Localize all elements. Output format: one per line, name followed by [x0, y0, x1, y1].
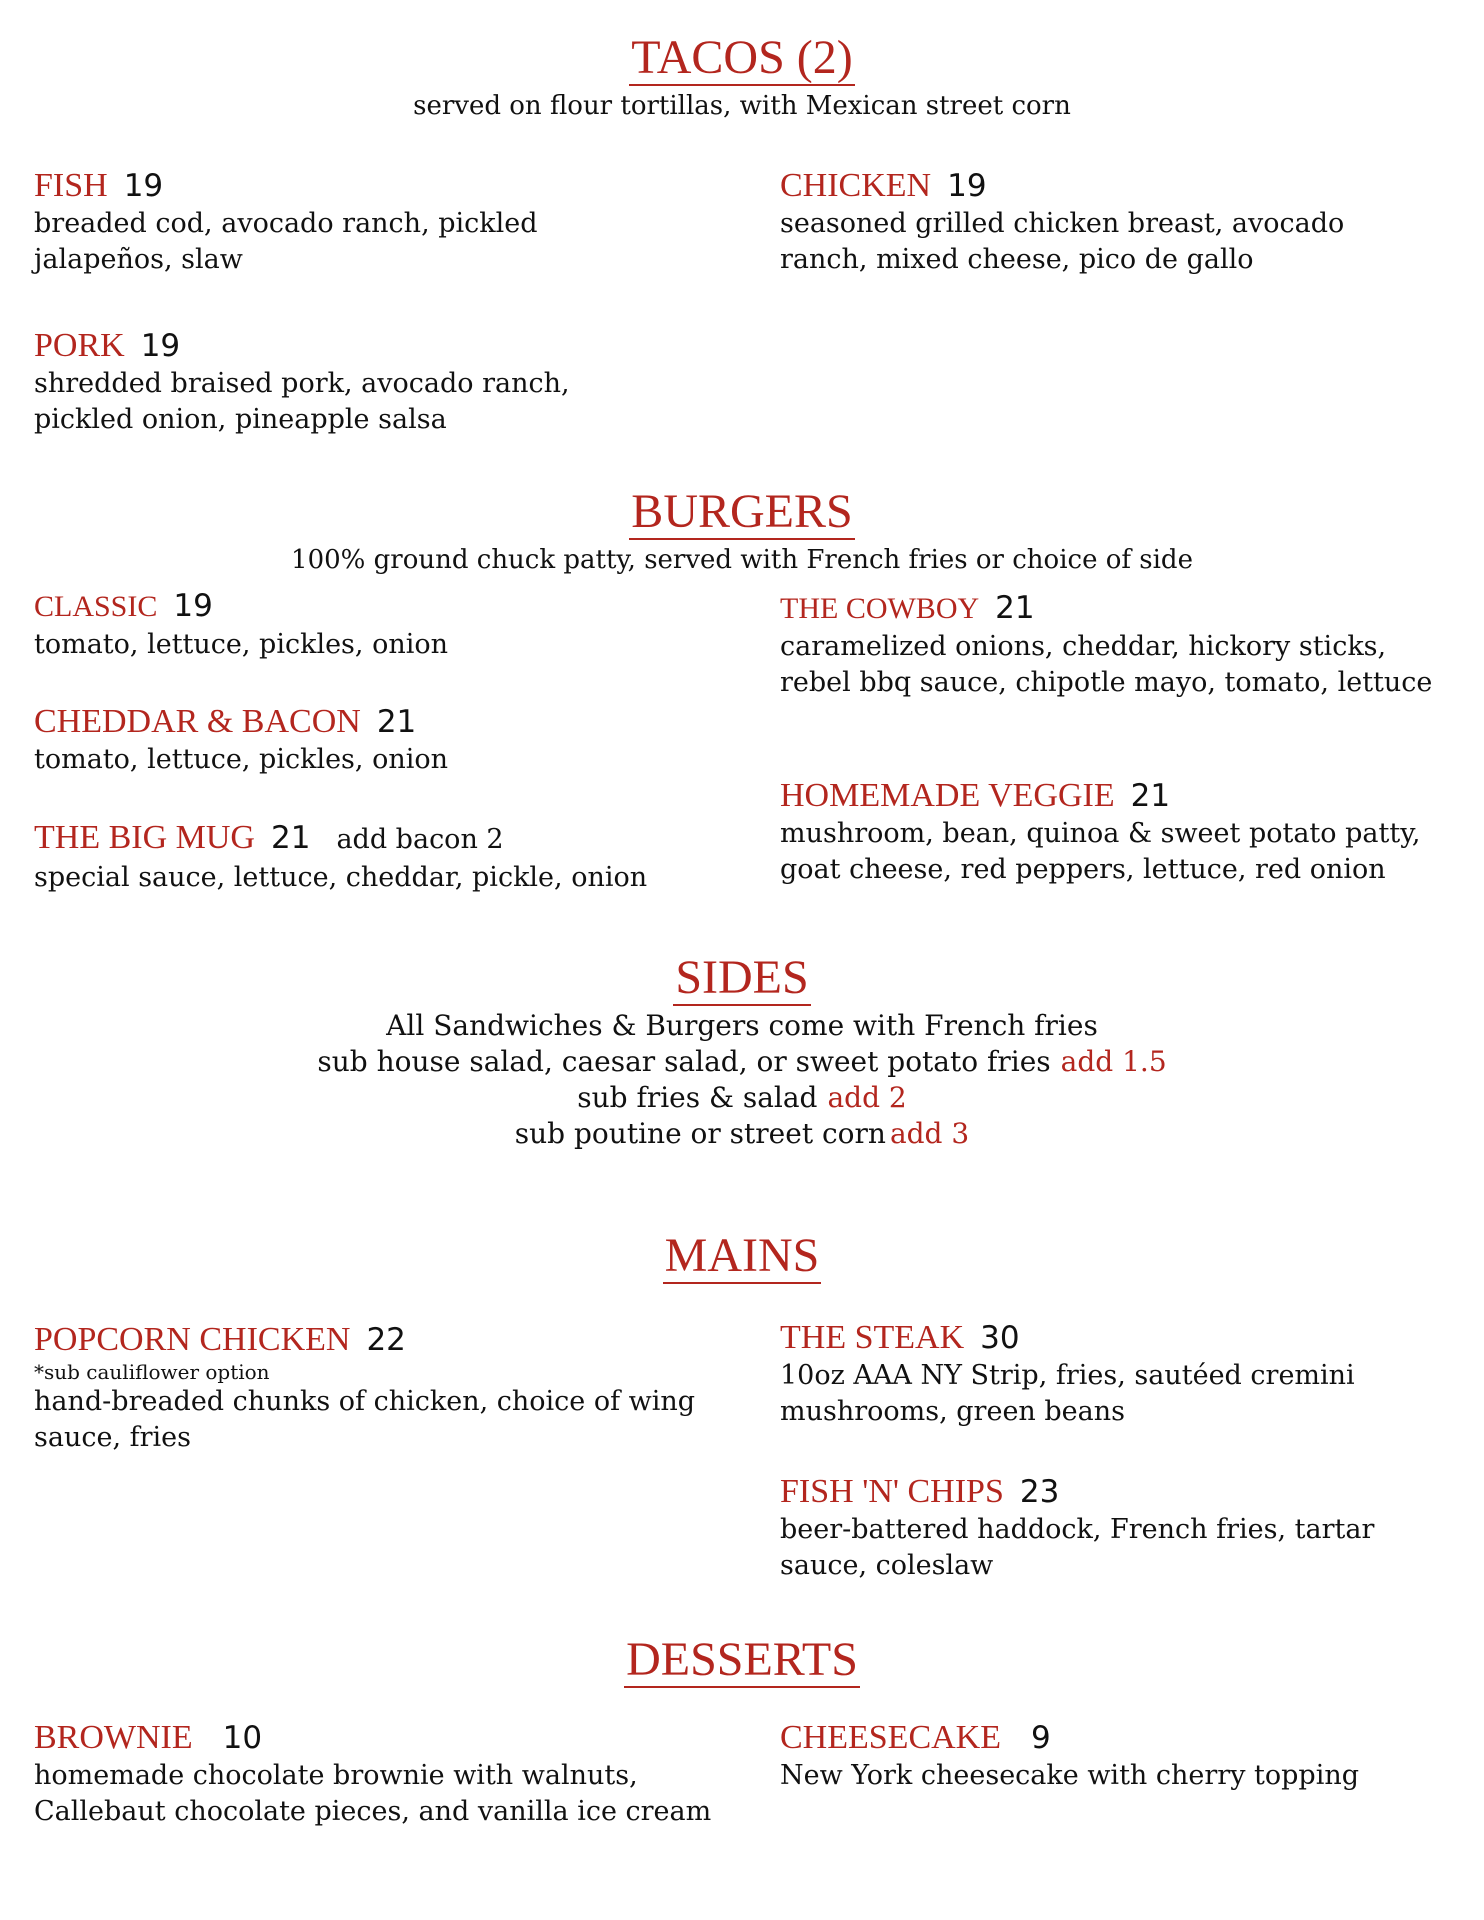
sides-line: sub house salad, caesar salad, or sweet potato fries add 1.5: [317, 1045, 1167, 1078]
item-price: 19: [173, 588, 213, 624]
item-name: FISH: [34, 167, 108, 204]
item-name: THE COWBOY: [780, 592, 980, 625]
menu-item-pork-taco: [34, 326, 724, 438]
item-price: 21: [270, 820, 311, 856]
item-price: 23: [1019, 1474, 1060, 1510]
menu-item-big-mug-burger: [34, 818, 724, 896]
item-name: POPCORN CHICKEN: [34, 1321, 351, 1358]
menu-item-steak: [780, 1318, 1470, 1430]
item-price: 19: [140, 328, 181, 364]
menu-item-cheesecake: [780, 1718, 1470, 1794]
menu-item-classic-burger: [34, 586, 724, 663]
item-price: 19: [947, 168, 987, 204]
item-name: BROWNIE: [34, 1719, 193, 1756]
sides-line: sub fries & salad add 2: [577, 1081, 907, 1114]
item-price: 30: [980, 1320, 1020, 1356]
side-price: add 1.5: [1060, 1045, 1167, 1078]
item-description: beer-battered haddock, French fries, tartar sauce, coleslaw: [780, 1514, 1375, 1581]
tacos-title: TACOS (2): [631, 31, 853, 84]
sides-title: SIDES: [675, 951, 809, 1004]
side-price: add 2: [827, 1081, 907, 1114]
item-name: THE STEAK: [780, 1319, 965, 1356]
desserts-title: DESSERTS: [626, 1633, 858, 1686]
item-description: shredded braised pork, avocado ranch, pickled onion, pineapple salsa: [34, 368, 570, 435]
menu-item-popcorn-chicken: [34, 1320, 724, 1456]
menu-item-veggie-burger: [780, 776, 1470, 888]
item-name: THE BIG MUG: [34, 819, 255, 856]
item-name: CLASSIC: [34, 590, 158, 623]
item-name: FISH 'N' CHIPS: [780, 1473, 1004, 1510]
item-name: CHICKEN: [780, 167, 932, 204]
item-price: 21: [376, 704, 417, 740]
item-name: CHEDDAR & BACON: [34, 703, 361, 740]
item-description: mushroom, bean, quinoa & sweet potato patty, goat cheese, red peppers, lettuce, red onion: [780, 818, 1421, 885]
item-description: New York cheesecake with cherry topping: [780, 1760, 1360, 1791]
item-price: 19: [123, 168, 164, 204]
item-note: *sub cauliflower option: [34, 1360, 270, 1384]
item-description: seasoned grilled chicken breast, avocado ranch, mixed cheese, pico de gallo: [780, 208, 1345, 275]
sides-line: sub poutine or street corn add 3: [514, 1117, 970, 1150]
item-description: 10oz AAA NY Strip, fries, sautéed cremini mushrooms, green beans: [780, 1360, 1355, 1427]
item-price: 22: [366, 1322, 406, 1358]
item-name: CHEESECAKE: [780, 1719, 1001, 1756]
tacos-subtitle: served on flour tortillas, with Mexican street corn: [413, 91, 1071, 121]
item-description: tomato, lettuce, pickles, onion: [34, 629, 449, 660]
item-description: special sauce, lettuce, cheddar, pickle, onion: [34, 862, 648, 893]
item-price: 21: [995, 590, 1035, 626]
menu-item-fish-n-chips: [780, 1472, 1470, 1584]
item-description: breaded cod, avocado ranch, pickled jalapeños, slaw: [34, 208, 538, 275]
item-description: homemade chocolate brownie with walnuts, Callebaut chocolate pieces, and vanilla ice cream: [34, 1760, 712, 1827]
side-price: add 3: [889, 1117, 970, 1150]
item-description: caramelized onions, cheddar, hickory sticks, rebel bbq sauce, chipotle mayo, tomato, lettuce: [780, 631, 1433, 698]
menu-item-brownie: [34, 1718, 724, 1830]
menu-item-cowboy-burger: [780, 588, 1470, 701]
mains-title: MAINS: [664, 1229, 820, 1282]
item-price: 10: [222, 1720, 263, 1756]
item-addon: add bacon 2: [336, 824, 504, 855]
item-name: PORK: [34, 327, 125, 364]
burgers-title: BURGERS: [631, 485, 853, 538]
item-name: HOMEMADE VEGGIE: [780, 777, 1115, 814]
item-description: tomato, lettuce, pickles, onion: [34, 744, 449, 775]
burgers-subtitle: 100% ground chuck patty, served with French fries or choice of side: [291, 545, 1193, 575]
menu-item-cheddar-bacon-burger: [34, 702, 724, 778]
menu-item-fish-taco: [34, 166, 724, 278]
menu-item-chicken-taco: [780, 166, 1470, 278]
item-description: hand-breaded chunks of chicken, choice of wing sauce, fries: [34, 1386, 696, 1453]
item-price: 21: [1130, 778, 1171, 814]
sides-line: All Sandwiches & Burgers come with French fries: [386, 1009, 1098, 1042]
item-price: 9: [1031, 1720, 1051, 1756]
